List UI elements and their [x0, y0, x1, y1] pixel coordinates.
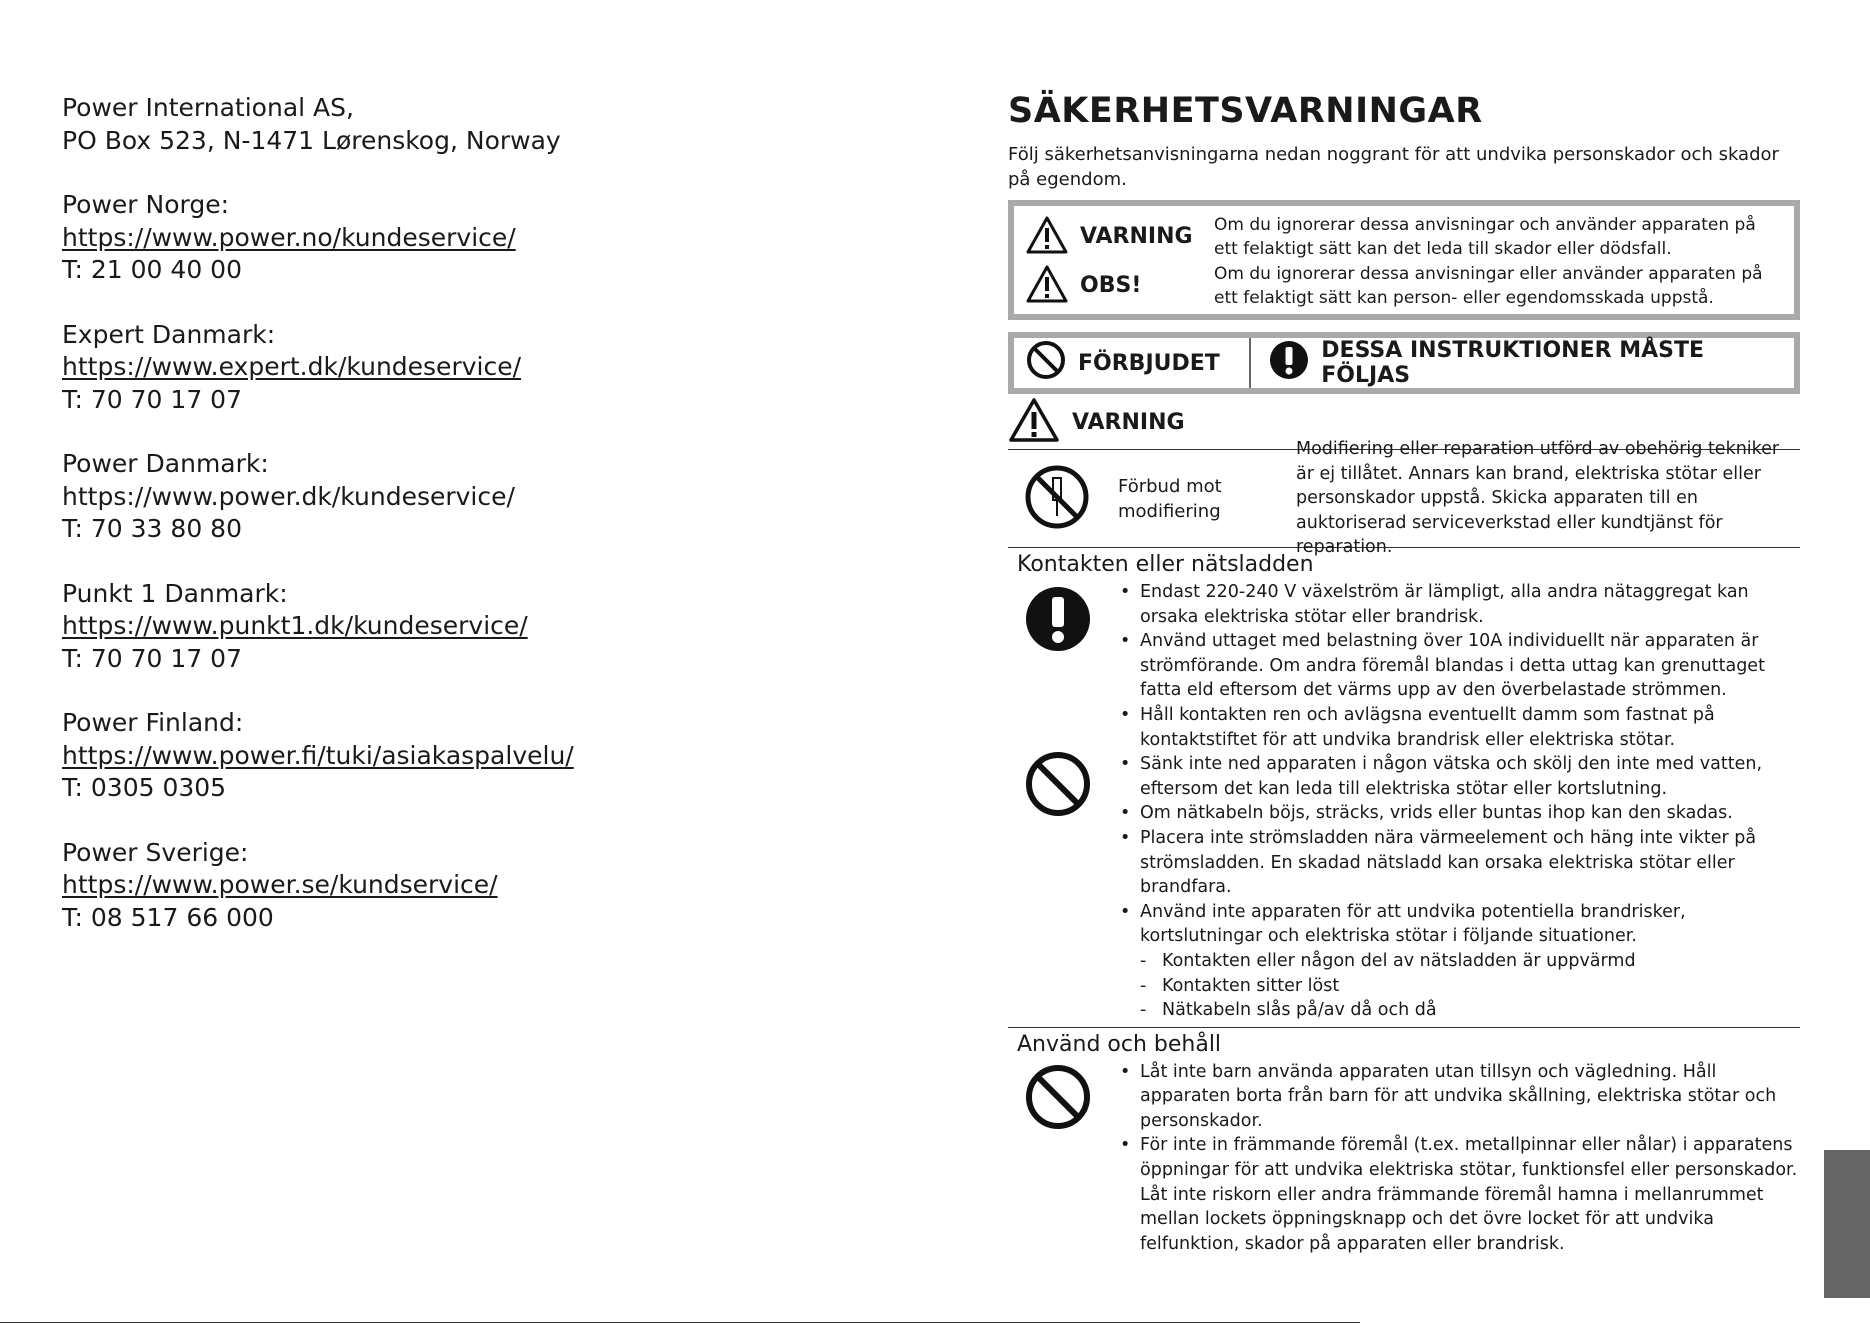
- section-divider: [1008, 1027, 1800, 1028]
- warning-triangle-icon: [1008, 397, 1060, 449]
- intro-text: Följ säkerhetsanvisningarna nedan noggrant för att undvika personskador och skador på egendom.: [1008, 144, 1779, 190]
- symbol-mandatory-label: DESSA INSTRUKTIONER MÅSTE FÖLJAS: [1321, 338, 1704, 388]
- symbol-forbidden: [1014, 338, 1251, 388]
- list-item: • Placera inte strömsladden nära värmeelement och häng inte vikter på strömsladden. En skadad nätsladd kan orsaka elektriska stötar eller brandfara.: [1120, 827, 1757, 898]
- contact-phone: T: 70 70 17 07: [62, 384, 242, 414]
- sub-list-item: - Kontakten eller någon del av nätsladden är uppvärmd: [1140, 950, 1636, 971]
- warning-triangle-icon: [1026, 216, 1068, 258]
- power-section: [1008, 580, 1800, 1023]
- contact-url-link[interactable]: https://www.expert.dk/kundeservice/: [62, 352, 522, 381]
- company-name: Power International AS,: [62, 93, 354, 122]
- contact-name: Power Sverige:: [62, 837, 249, 867]
- mandatory-exclamation-icon: [1025, 586, 1091, 656]
- contact-url-link[interactable]: https://www.power.se/kundservice/: [62, 870, 498, 899]
- prohibited-icon: [1025, 1064, 1091, 1134]
- sub-list-item: - Kontakten sitter löst: [1140, 975, 1340, 996]
- contact-expert-danmark: [62, 319, 822, 417]
- modification-text: Modifiering eller reparation utförd av obehörig tekniker är ej tillåtet. Annars kan brand, elektriska stötar eller personskador uppstå. Skicka apparaten till en auktoriserad serviceverkstad eller kundtjänst för reparation.: [1296, 439, 1780, 558]
- legend-row-obs: [1026, 261, 1784, 310]
- legend-label: OBS!: [1080, 273, 1142, 298]
- list-item: • Håll kontakten ren och avlägsna eventuellt damm som fastnat på kontaktstiftet för att undvika brandrisk eller elektriska stötar.: [1120, 704, 1715, 750]
- list-item: • Endast 220-240 V växelström är lämpligt, alla andra nätaggregat kan orsaka elektriska stötar eller brandrisk.: [1120, 582, 1749, 627]
- contact-name: Expert Danmark:: [62, 319, 276, 349]
- legend-row-varning: [1026, 212, 1784, 261]
- contact-page: [62, 92, 822, 966]
- contact-phone: T: 70 33 80 80: [62, 514, 242, 543]
- list-item: • Använd inte apparaten för att undvika potentiella brandrisker, kortslutningar och elektriska stötar i följande situationer.: [1120, 901, 1686, 947]
- contact-power-finland: [62, 707, 822, 805]
- contact-name: Punkt 1 Danmark:: [62, 578, 288, 608]
- warning-triangle-icon: [1026, 265, 1068, 307]
- symbol-legend-box: [1008, 332, 1800, 394]
- contact-url-link[interactable]: https://www.power.no/kundeservice/: [62, 222, 516, 252]
- list-item: • Om nätkabeln böjs, sträcks, vrids eller buntas ihop kan den skadas.: [1120, 803, 1733, 824]
- power-section-title: Kontakten eller nätsladden: [1017, 552, 1314, 577]
- no-disassembly-icon: [1024, 515, 1090, 534]
- contact-phone: T: 0305 0305: [62, 773, 227, 802]
- legend-description: Om du ignorerar dessa anvisningar och använder apparaten på ett felaktigt sätt kan det leda till skador eller dödsfall.: [1214, 214, 1756, 259]
- prohibited-icon: [1025, 751, 1091, 821]
- list-item: • Sänk inte ned apparaten i någon vätska och skölj den inte med vatten, eftersom det kan leda till elektriska stötar eller kortslutning.: [1120, 754, 1763, 799]
- symbol-forbidden-label: FÖRBJUDET: [1078, 350, 1220, 376]
- contact-url-link[interactable]: https://www.punkt1.dk/kundeservice/: [62, 611, 528, 640]
- prohibited-icon: [1026, 340, 1066, 386]
- legend-description: Om du ignorerar dessa anvisningar eller använder apparaten på ett felaktigt sätt kan person- eller egendomsskada uppstå.: [1214, 263, 1763, 308]
- contact-name: Power Norge:: [62, 190, 230, 219]
- list-item: • För inte in främmande föremål (t.ex. metallpinnar eller nålar) i apparatens öppningar för att undvika elektriska stötar, funktionsfel eller personskador. Låt inte riskorn eller andra främmande föremål hamna i mellanrummet mellan lockets öppningsknapp och det övre locket för att undvika felfunktion, skador på apparaten eller brandrisk.: [1120, 1135, 1798, 1254]
- use-bullet-list: [1118, 1060, 1800, 1257]
- contact-phone: T: 21 00 40 00: [62, 255, 242, 284]
- contact-phone: T: 70 70 17 07: [62, 643, 242, 673]
- contact-name: Power Danmark:: [62, 449, 269, 478]
- company-postal-address: PO Box 523, N-1471 Lørenskog, Norway: [62, 125, 561, 155]
- page-title: SÄKERHETSVARNINGAR: [1008, 91, 1483, 131]
- symbol-mandatory: [1251, 338, 1794, 388]
- list-item: • Använd uttaget med belastning över 10A individuellt när apparaten är strömförande. Om andra föremål blandas i detta uttag kan grenuttaget fatta eld eftersom det värms upp av den överbelastade strömmen.: [1120, 631, 1765, 701]
- legend-label: VARNING: [1080, 224, 1193, 249]
- contact-power-norge: [62, 189, 822, 287]
- page-tab-marker: [1824, 1150, 1870, 1298]
- use-section: [1008, 1060, 1800, 1257]
- warning-heading-label: VARNING: [1072, 410, 1185, 435]
- contact-power-sverige: [62, 837, 822, 935]
- contact-url-link[interactable]: https://www.power.dk/kundeservice/: [62, 481, 515, 511]
- contact-name: Power Finland:: [62, 708, 244, 737]
- mandatory-exclamation-icon: [1269, 340, 1309, 386]
- company-address: [62, 92, 822, 157]
- list-item: • Låt inte barn använda apparaten utan tillsyn och vägledning. Håll apparaten borta från barn för att undvika skållning, elektriska stötar och personskador.: [1120, 1061, 1777, 1131]
- contact-phone: T: 08 517 66 000: [62, 902, 274, 932]
- modification-warning-row: [1008, 439, 1800, 558]
- modification-label: Förbud mot modifiering: [1118, 475, 1222, 522]
- contact-punkt1-danmark: [62, 578, 822, 676]
- sub-list-item: - Nätkabeln slås på/av då och då: [1140, 1000, 1437, 1021]
- safety-page: [1008, 90, 1800, 1256]
- power-bullet-list: [1118, 580, 1800, 1023]
- contact-url-link[interactable]: https://www.power.fi/tuki/asiakaspalvelu/: [62, 740, 574, 770]
- contact-power-danmark: [62, 448, 822, 546]
- warning-legend-box: [1008, 200, 1800, 320]
- use-section-title: Använd och behåll: [1017, 1031, 1222, 1057]
